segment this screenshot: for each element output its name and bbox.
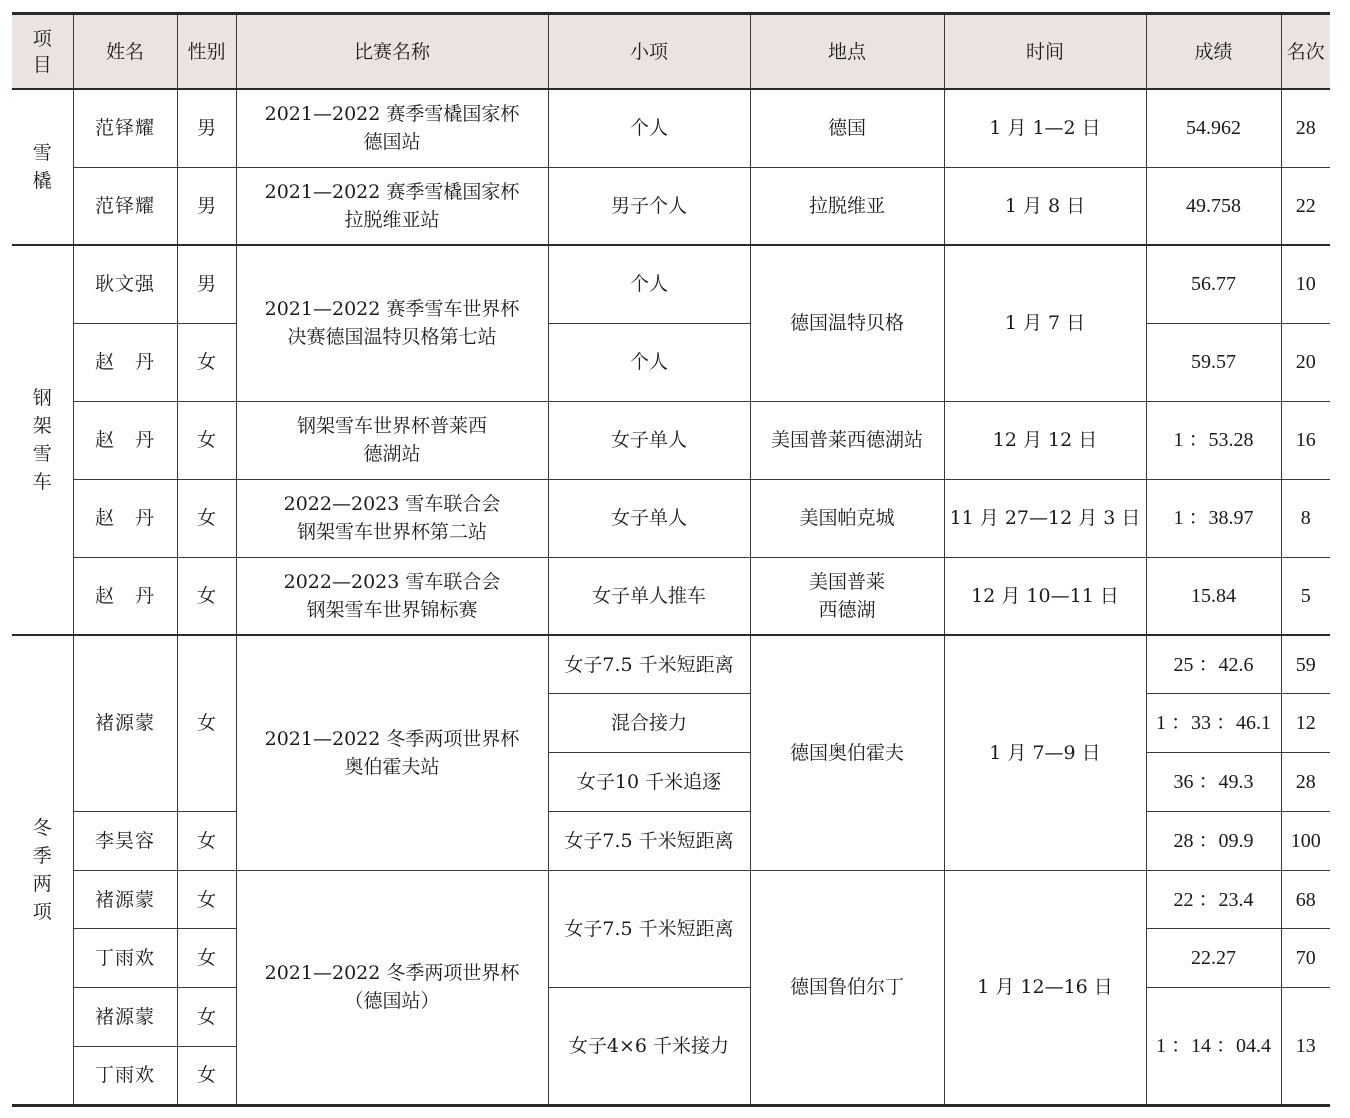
date-cell: 1 月 1—2 日 [944,89,1146,167]
athlete-name: 丁雨欢 [73,1047,177,1106]
header-date: 时间 [944,14,1146,90]
table-row [12,89,1330,167]
rank-cell: 13 [1281,988,1330,1106]
event-cell: 个人 [548,323,750,401]
rank-cell: 12 [1281,694,1330,753]
result-cell: 15.84 [1146,557,1281,635]
result-cell: 56.77 [1146,245,1281,323]
rank-cell: 22 [1281,167,1330,245]
gender-cell: 女 [177,479,236,557]
gender-cell: 女 [177,635,236,811]
event-cell: 女子单人 [548,479,750,557]
project-cell: 雪 橇 [12,89,73,245]
gender-cell: 男 [177,167,236,245]
result-cell: 1 ：53.28 [1146,401,1281,479]
header-result: 成绩 [1146,14,1281,90]
location-cell: 德国奥伯霍夫 [750,635,944,870]
result-cell: 1 ：38.97 [1146,479,1281,557]
result-cell: 49.758 [1146,167,1281,245]
group-biathlon [12,635,1330,1105]
project-cell: 钢 架 雪 车 [12,245,73,635]
rank-cell: 10 [1281,245,1330,323]
gender-cell: 女 [177,870,236,929]
gender-cell: 女 [177,1047,236,1106]
table-row [12,557,1330,635]
event-cell: 女子7.5 千米短距离 [548,870,750,988]
date-cell: 12 月 12 日 [944,401,1146,479]
event-cell: 女子7.5 千米短距离 [548,811,750,870]
location-cell: 美国普莱西德湖站 [750,401,944,479]
date-cell: 12 月 10—11 日 [944,557,1146,635]
competition-cell: 2021—2022 冬季两项世界杯 （德国站） [236,870,548,1105]
event-cell: 女子单人推车 [548,557,750,635]
group-skeleton [12,245,1330,635]
rank-cell: 59 [1281,635,1330,694]
competition-cell: 钢架雪车世界杯普莱西 德湖站 [236,401,548,479]
event-cell: 个人 [548,245,750,323]
athlete-name: 赵 丹 [73,401,177,479]
athlete-name: 赵 丹 [73,479,177,557]
gender-cell: 男 [177,89,236,167]
rank-cell: 20 [1281,323,1330,401]
rank-cell: 5 [1281,557,1330,635]
competition-cell: 2021—2022 冬季两项世界杯 奥伯霍夫站 [236,635,548,870]
event-cell: 女子7.5 千米短距离 [548,635,750,694]
rank-cell: 70 [1281,929,1330,988]
athlete-name: 丁雨欢 [73,929,177,988]
event-cell: 女子单人 [548,401,750,479]
competition-cell: 2022—2023 雪车联合会 钢架雪车世界锦标赛 [236,557,548,635]
rank-cell: 68 [1281,870,1330,929]
date-cell: 1 月 12—16 日 [944,870,1146,1105]
table-row [12,479,1330,557]
table-row [12,870,1330,929]
event-cell: 混合接力 [548,694,750,753]
rank-cell: 8 [1281,479,1330,557]
date-cell: 11 月 27—12 月 3 日 [944,479,1146,557]
header-event: 小项 [548,14,750,90]
athlete-name: 范铎耀 [73,167,177,245]
competition-cell: 2021—2022 赛季雪橇国家杯 拉脱维亚站 [236,167,548,245]
group-luge [12,89,1330,245]
athlete-name: 赵 丹 [73,557,177,635]
athlete-name: 李昊容 [73,811,177,870]
header-name: 姓名 [73,14,177,90]
rank-cell: 28 [1281,89,1330,167]
result-cell: 22 ：23.4 [1146,870,1281,929]
date-cell: 1 月 7—9 日 [944,635,1146,870]
gender-cell: 女 [177,929,236,988]
gender-cell: 女 [177,557,236,635]
result-cell: 22.27 [1146,929,1281,988]
gender-cell: 男 [177,245,236,323]
table-row [12,401,1330,479]
header-project: 项 目 [12,14,73,90]
athlete-name: 褚源蒙 [73,988,177,1047]
location-cell: 美国普莱 西德湖 [750,557,944,635]
athlete-name: 范铎耀 [73,89,177,167]
location-cell: 美国帕克城 [750,479,944,557]
event-cell: 个人 [548,89,750,167]
header-location: 地点 [750,14,944,90]
location-cell: 德国鲁伯尔丁 [750,870,944,1105]
header-gender: 性别 [177,14,236,90]
table-row [12,635,1330,694]
location-cell: 拉脱维亚 [750,167,944,245]
result-cell: 1 ：33 ：46.1 [1146,694,1281,753]
results-table [12,12,1330,1107]
result-cell: 54.962 [1146,89,1281,167]
gender-cell: 女 [177,988,236,1047]
result-cell: 36 ：49.3 [1146,753,1281,812]
event-cell: 女子4×6 千米接力 [548,988,750,1106]
header-row [12,14,1330,90]
athlete-name: 褚源蒙 [73,635,177,811]
gender-cell: 女 [177,323,236,401]
result-cell: 59.57 [1146,323,1281,401]
header-rank: 名次 [1281,14,1330,90]
table-row [12,167,1330,245]
location-cell: 德国 [750,89,944,167]
gender-cell: 女 [177,401,236,479]
athlete-name: 赵 丹 [73,323,177,401]
result-cell: 28 ：09.9 [1146,811,1281,870]
table-row [12,245,1330,323]
athlete-name: 褚源蒙 [73,870,177,929]
date-cell: 1 月 7 日 [944,245,1146,401]
result-cell: 25 ：42.6 [1146,635,1281,694]
project-cell: 冬 季 两 项 [12,635,73,1105]
date-cell: 1 月 8 日 [944,167,1146,245]
gender-cell: 女 [177,811,236,870]
competition-cell: 2021—2022 赛季雪车世界杯 决赛德国温特贝格第七站 [236,245,548,401]
competition-cell: 2021—2022 赛季雪橇国家杯 德国站 [236,89,548,167]
event-cell: 男子个人 [548,167,750,245]
rank-cell: 100 [1281,811,1330,870]
location-cell: 德国温特贝格 [750,245,944,401]
competition-cell: 2022—2023 雪车联合会 钢架雪车世界杯第二站 [236,479,548,557]
event-cell: 女子10 千米追逐 [548,753,750,812]
header-competition: 比赛名称 [236,14,548,90]
athlete-name: 耿文强 [73,245,177,323]
result-cell: 1 ：14 ：04.4 [1146,988,1281,1106]
rank-cell: 28 [1281,753,1330,812]
rank-cell: 16 [1281,401,1330,479]
